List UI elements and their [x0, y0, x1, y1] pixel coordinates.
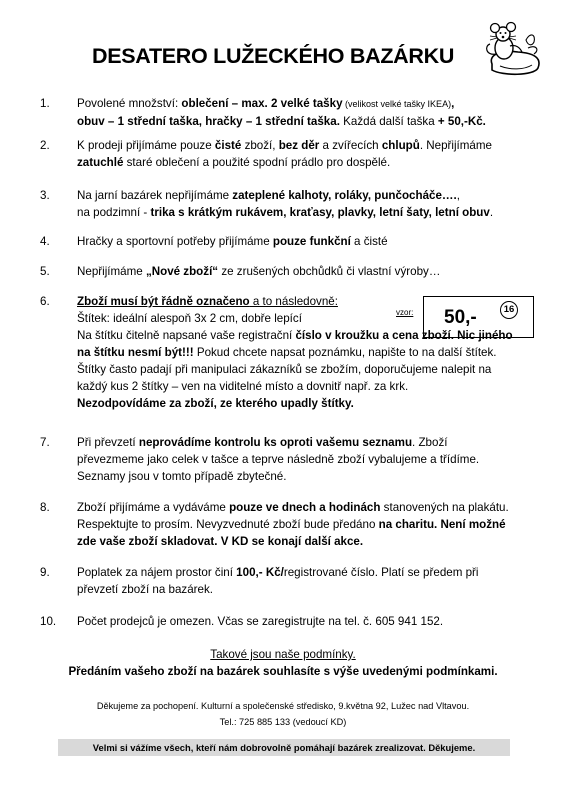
text-segment: Zboží přijímáme a vydáváme	[77, 501, 230, 514]
mouse-logo-icon	[478, 18, 544, 80]
text-segment: Povolené množství:	[77, 97, 182, 110]
text-segment: (velikost velké tašky IKEA)	[342, 99, 452, 109]
text-segment: a to následovně:	[249, 295, 338, 308]
rule-number: 8.	[40, 501, 50, 514]
text-segment: trika s krátkým rukávem, kraťasy, plavky, letní šaty, letní obuv	[150, 206, 490, 219]
text-segment: Poplatek za nájem prostor činí	[77, 566, 237, 579]
text-segment: Při převzetí	[77, 436, 139, 449]
rule-text-line	[77, 154, 532, 171]
rule-text-line	[77, 263, 532, 280]
text-segment: bez děr	[278, 139, 320, 152]
rule-text-line	[77, 361, 532, 378]
footer-phone: Tel.: 725 885 133 (vedoucí KD)	[219, 717, 347, 727]
text-segment: a zvířecích	[319, 139, 382, 152]
text-segment: Nezodpovídáme za zboží, ze kterého upadly štítky.	[77, 397, 354, 410]
text-segment: Nepřijímáme	[77, 265, 146, 278]
rule-text	[77, 613, 532, 630]
text-segment: 100,- Kč/	[236, 566, 284, 579]
text-segment: ze zrušených obchůdků či vlastní výroby…	[218, 265, 441, 278]
rule-text	[77, 95, 532, 130]
rule-number: 7.	[40, 436, 50, 449]
conditions-agreement: Předáním vašeho zboží na bazárek souhlasíte s výše uvedenými podmínkami.	[68, 665, 498, 678]
text-segment: obuv – 1 střední taška, hračky – 1 střední taška.	[77, 115, 340, 128]
rule-number: 1.	[40, 97, 50, 110]
text-segment: K prodeji přijímáme pouze	[77, 139, 215, 152]
conditions-title: Takové jsou naše podmínky.	[210, 648, 356, 661]
rule-number: 3.	[40, 189, 50, 202]
rule-text	[77, 187, 532, 221]
example-price: 50,-	[444, 307, 477, 328]
text-segment: neprovádíme kontrolu ks oproti vašemu seznamu	[138, 436, 413, 449]
text-segment: oblečení – max. 2 velké tašky	[181, 97, 343, 110]
rule-text	[77, 233, 532, 250]
text-segment: stanovených na plakátu.	[380, 501, 509, 514]
rule-text-line	[77, 344, 532, 361]
text-segment: Na štítku čitelně napsané vaše registrační	[77, 329, 296, 342]
rule-text	[77, 434, 532, 485]
text-segment: na podzimní -	[77, 206, 151, 219]
rule-number: 10.	[40, 615, 57, 628]
rule-text	[77, 137, 532, 171]
text-segment: ,	[456, 189, 460, 202]
rule-text-line	[77, 113, 532, 130]
thank-you-banner: Velmi si vážíme všech, kteří nám dobrovolně pomáhají bazárek zrealizovat. Děkujeme.	[58, 739, 510, 756]
text-segment: Každá další taška	[339, 115, 438, 128]
rule-number: 2.	[40, 139, 50, 152]
footer-address: Děkujeme za pochopení. Kulturní a společenské středisko, 9.května 92, Lužec nad Vltavou.	[96, 701, 470, 711]
rule-text	[77, 263, 532, 280]
rule-text-line	[77, 233, 532, 250]
text-segment: převzetí zboží na bazárek.	[77, 583, 213, 596]
rule-number: 6.	[40, 295, 50, 308]
text-segment: registrované číslo. Platí se předem při	[283, 566, 479, 579]
rule-text-line	[77, 581, 532, 598]
rule-text-line	[77, 516, 532, 533]
text-segment: „Nové zboží“	[145, 265, 219, 278]
text-segment: pouze ve dnech a hodinách	[229, 501, 381, 514]
rule-number: 9.	[40, 566, 50, 579]
rule-text-line	[77, 137, 532, 154]
text-segment: . Nepřijímáme	[419, 139, 492, 152]
rule-text-line	[77, 395, 532, 412]
text-segment: . Zboží	[412, 436, 448, 449]
text-segment: Zboží musí být řádně označeno	[77, 295, 250, 308]
text-segment: Štítek: ideální alespoň 3x 2 cm, dobře lepící	[77, 312, 302, 325]
rule-text-line	[77, 434, 532, 451]
rule-text-line	[77, 451, 532, 468]
text-segment: zateplené kalhoty, roláky, punčocháče….	[232, 189, 457, 202]
text-segment: Štítky často padají při manipulaci zákazníků se zbožím, doporučujeme nalepit na	[77, 363, 492, 376]
rule-text-line	[77, 378, 532, 395]
example-registration-number: 16	[500, 301, 518, 319]
text-segment: na charitu. Není možné	[378, 518, 506, 531]
text-segment: zde vaše zboží skladovat. V KD se konají další akce.	[77, 535, 364, 548]
text-segment: a čisté	[350, 235, 388, 248]
text-segment: převezmeme jako celek v tašce a teprve následně zboží vybalujeme a třídíme.	[77, 453, 480, 466]
rule-number: 4.	[40, 235, 50, 248]
rule-text-line	[77, 499, 532, 516]
rule-text-line	[77, 533, 532, 550]
example-label-box	[423, 296, 534, 338]
text-segment: Respektujte to prosím. Nevyzvednuté zboží bude předáno	[77, 518, 379, 531]
text-segment: na štítku nesmí být!!!	[77, 346, 194, 359]
example-label: vzor:	[396, 308, 414, 317]
text-segment: každý kus 2 štítky – ven na viditelné místo a dovnitř např. za krk.	[77, 380, 409, 393]
rule-text-line	[77, 564, 532, 581]
rule-text-line	[77, 204, 532, 221]
rule-text-line	[77, 613, 532, 630]
text-segment: .	[489, 206, 494, 219]
page-title: DESATERO LUŽECKÉHO BAZÁRKU	[92, 44, 455, 68]
text-segment: + 50,-Kč.	[437, 115, 486, 128]
text-segment: Na jarní bazárek nepřijímáme	[77, 189, 233, 202]
rule-text	[77, 499, 532, 550]
text-segment: chlupů	[381, 139, 420, 152]
rule-text-line	[77, 187, 532, 204]
text-segment: Počet prodejců je omezen. Včas se zaregistrujte na tel. č. 605 941 152.	[77, 615, 444, 628]
rule-text-line	[77, 468, 532, 485]
rule-text-line	[77, 95, 532, 113]
text-segment: Seznamy jsou v tomto případě zbytečné.	[77, 470, 287, 483]
rule-number: 5.	[40, 265, 50, 278]
text-segment: číslo v kroužku a cena zboží. Nic jiného	[295, 329, 513, 342]
rule-text	[77, 564, 532, 598]
text-segment: zboží,	[241, 139, 279, 152]
text-segment: čisté	[214, 139, 242, 152]
text-segment: ,	[451, 97, 455, 110]
text-segment: pouze funkční	[272, 235, 351, 248]
text-segment: Pokud chcete napsat poznámku, napište to na další štítek.	[193, 346, 497, 359]
text-segment: Hračky a sportovní potřeby přijímáme	[77, 235, 273, 248]
text-segment: staré oblečení a použité spodní prádlo pro dospělé.	[123, 156, 391, 169]
text-segment: zatuchlé	[77, 156, 124, 169]
